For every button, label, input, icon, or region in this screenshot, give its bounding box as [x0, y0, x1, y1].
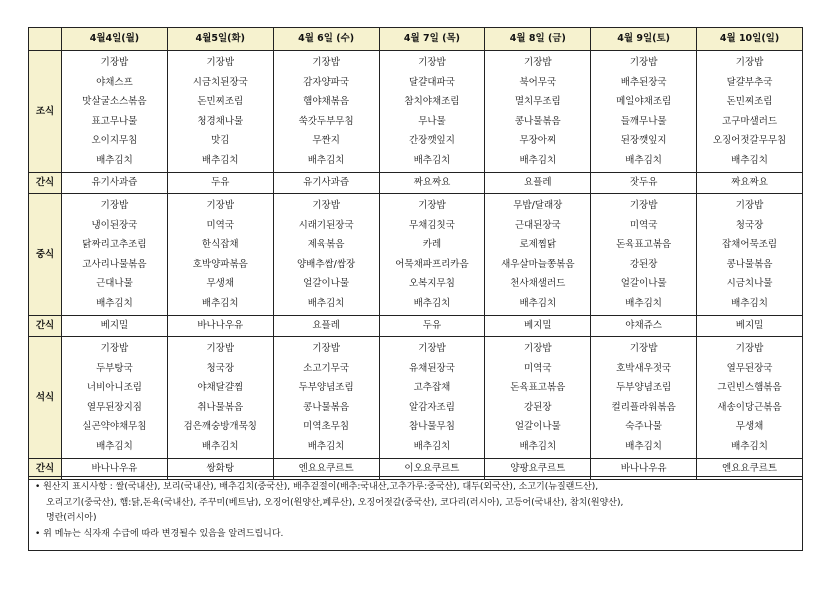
menu-item: 무채김칫국 — [409, 219, 455, 231]
menu-item: 배추김치 — [307, 440, 345, 452]
menu-item: 기장밥 — [524, 343, 552, 354]
menu-item: 메일야채조림 — [616, 96, 672, 107]
menu-item: 취나물볶음 — [197, 401, 244, 413]
menu-item: 콩나물볶음 — [514, 115, 561, 127]
meal-cell — [167, 194, 273, 316]
menu-item: 기장밥 — [100, 343, 129, 354]
menu-item: 무짠지 — [312, 135, 340, 146]
meal-cell — [591, 337, 697, 459]
snack-cell: 요플레 — [273, 316, 379, 337]
menu-item: 배추김치 — [625, 440, 662, 452]
menu-item: 무생채 — [735, 421, 764, 432]
menu-item: 알감자조림 — [409, 401, 455, 413]
menu-item: 미역국 — [524, 362, 552, 374]
menu-item: 천사채샐러드 — [510, 278, 566, 289]
menu-item: 기장밥 — [735, 200, 764, 211]
menu-item: 배추김치 — [96, 297, 133, 309]
meal-cell — [485, 337, 591, 459]
menu-item: 기장밥 — [312, 343, 340, 354]
meal-cell — [273, 51, 379, 173]
menu-item: 기장밥 — [206, 57, 235, 68]
menu-item: 달걀대파국 — [409, 76, 455, 88]
snack-cell: 두유 — [167, 173, 273, 194]
menu-item: 배추김치 — [96, 154, 133, 166]
menu-item: 무장아찌 — [519, 135, 557, 146]
menu-item: 기장밥 — [629, 343, 658, 354]
notes-origin-line-2: 오리고기(중국산), 햄:닭,돈육(국내산), 주꾸미(베트남), 오징어(원양산,페루산), 오징어젓갈(중국산), 코다리(러시아), 고등어(국내산), 참치(원양산), — [46, 497, 624, 508]
menu-item: 배추김치 — [413, 440, 451, 452]
day-header: 4월5일(화) — [167, 28, 273, 51]
day-header: 4월4일(월) — [62, 28, 168, 51]
corner-cell — [29, 28, 62, 51]
menu-item: 돈민찌조림 — [197, 96, 244, 107]
menu-item: 기장밥 — [100, 57, 129, 68]
menu-item: 배추김치 — [413, 154, 451, 166]
menu-item: 참나물무침 — [409, 421, 455, 432]
menu-item: 얼갈이나물 — [303, 278, 350, 289]
menu-item: 두부양념조림 — [298, 382, 354, 393]
menu-item: 간장깻잎지 — [409, 135, 455, 146]
snack-cell: 엔요요쿠르트 — [273, 459, 379, 480]
notes-origin-line-1: • 원산지 표시사항 : 쌀(국내산), 보리(국내산), 배추김치(중국산), 배추겉절이(배추:국내산,고추가루:중국산), 대두(외국산), 소고기(뉴질랜드산), — [35, 482, 599, 492]
menu-item: 오징어젓갈무무침 — [712, 135, 787, 146]
meal-label: 조식 — [29, 51, 62, 173]
menu-item: 기장밥 — [206, 343, 235, 354]
menu-item: 기장밥 — [524, 57, 552, 68]
menu-item: 배추김치 — [201, 297, 239, 309]
snack-cell: 짜요짜요 — [697, 173, 803, 194]
menu-item: 배추김치 — [201, 440, 239, 452]
menu-item: 무밥/달래장 — [513, 200, 563, 211]
menu-item: 기장밥 — [418, 57, 446, 68]
menu-item: 양배추쌈/쌈장 — [296, 258, 356, 270]
day-header: 4월 9일(토) — [591, 28, 697, 51]
meal-row — [29, 51, 803, 173]
notes-box — [28, 476, 803, 551]
meal-row — [29, 194, 803, 316]
menu-item: 강된장 — [629, 258, 658, 270]
meal-cell — [273, 194, 379, 316]
snack-cell: 베지밀 — [62, 316, 168, 337]
menu-item: 냉이된장국 — [91, 219, 138, 231]
snack-cell: 짜요짜요 — [379, 173, 485, 194]
day-header: 4월 7일 (목) — [379, 28, 485, 51]
menu-item: 청국장 — [206, 362, 235, 374]
menu-item: 미역국 — [629, 219, 658, 231]
menu-item: 무나물 — [418, 115, 446, 127]
menu-item: 새송이당근볶음 — [717, 401, 782, 413]
menu-item: 무생채 — [206, 278, 235, 289]
menu-item: 기장밥 — [312, 200, 340, 211]
snack-cell: 이오요쿠르트 — [379, 459, 485, 480]
menu-item: 얼갈이나물 — [620, 278, 667, 289]
menu-item: 배추김치 — [731, 297, 768, 309]
menu-item: 돈육표고볶음 — [616, 239, 672, 250]
menu-item: 배추김치 — [625, 154, 662, 166]
snack-cell: 베지밀 — [697, 316, 803, 337]
menu-item: 시금치된장국 — [192, 76, 248, 88]
menu-item: 열무된장국 — [726, 362, 773, 374]
menu-item: 호박새우젓국 — [616, 362, 672, 374]
meal-cell — [591, 194, 697, 316]
snack-cell: 바나나우유 — [167, 316, 273, 337]
meal-label: 간식 — [29, 316, 62, 337]
menu-item: 고추잡채 — [413, 382, 451, 393]
snack-cell: 베지밀 — [485, 316, 591, 337]
menu-item: 숙주나물 — [625, 421, 662, 432]
menu-item: 컬리플라워볶음 — [611, 401, 676, 413]
meal-label: 간식 — [29, 173, 62, 194]
snack-cell: 바나나우유 — [62, 459, 168, 480]
menu-item: 잡채어묵조림 — [722, 239, 778, 250]
menu-item: 햄야채볶음 — [303, 96, 350, 107]
header-row — [29, 28, 803, 51]
menu-item: 너비아니조림 — [86, 382, 142, 393]
meal-cell — [62, 51, 168, 173]
menu-item: 배추된장국 — [620, 76, 667, 88]
snack-cell: 바나나우유 — [591, 459, 697, 480]
notes-change-notice: • 위 메뉴는 식자재 수급에 따라 변경될수 있음을 알려드립니다. — [35, 528, 284, 539]
meal-cell — [167, 337, 273, 459]
meal-label: 석식 — [29, 337, 62, 459]
menu-item: 배추김치 — [307, 297, 345, 309]
menu-item: 배추김치 — [307, 154, 345, 166]
menu-item: 청국장 — [735, 219, 764, 231]
menu-item: 배추김치 — [201, 154, 239, 166]
menu-item: 로제찜닭 — [519, 239, 557, 250]
meal-cell — [379, 194, 485, 316]
menu-item: 오복지무침 — [409, 278, 455, 289]
menu-item: 어묵채파프리카음 — [395, 258, 469, 270]
meal-cell — [62, 337, 168, 459]
meal-cell — [697, 337, 803, 459]
menu-item: 열무된장지짐 — [86, 401, 142, 413]
menu-item: 새우살마늘쫑볶음 — [501, 258, 575, 270]
menu-item: 배추김치 — [96, 440, 133, 452]
menu-item: 기장밥 — [312, 57, 340, 68]
meal-cell — [379, 337, 485, 459]
menu-item: 돈육표고볶음 — [510, 382, 566, 393]
menu-item: 배추김치 — [519, 154, 557, 166]
meal-row — [29, 337, 803, 459]
day-header: 4월 6일 (수) — [273, 28, 379, 51]
snack-cell: 잣두유 — [591, 173, 697, 194]
meal-cell — [62, 194, 168, 316]
menu-item: 기장밥 — [206, 200, 235, 211]
menu-item: 소고기무국 — [303, 362, 350, 374]
meal-label: 중식 — [29, 194, 62, 316]
menu-item: 실곤약야채무침 — [82, 421, 147, 432]
menu-item: 야채스프 — [96, 76, 133, 88]
menu-item: 근대된장국 — [514, 219, 561, 231]
menu-item: 야채달걀찜 — [197, 382, 244, 393]
menu-item: 닭짜리고추조림 — [82, 239, 147, 250]
meal-cell — [273, 337, 379, 459]
meal-cell — [591, 51, 697, 173]
menu-item: 근대나물 — [96, 278, 133, 289]
menu-item: 배추김치 — [731, 154, 768, 166]
day-header: 4월 10일(일) — [697, 28, 803, 51]
menu-item: 배추김치 — [625, 297, 662, 309]
menu-item: 된장깻잎지 — [620, 135, 667, 146]
meal-label: 간식 — [29, 459, 62, 480]
menu-item: 배추김치 — [519, 297, 557, 309]
menu-item: 돈민찌조림 — [726, 96, 773, 107]
menu-item: 호박양파볶음 — [192, 258, 248, 270]
meal-cell — [379, 51, 485, 173]
snack-cell: 요플레 — [485, 173, 591, 194]
menu-item: 들깨무나물 — [620, 115, 667, 127]
menu-item: 기장밥 — [735, 343, 764, 354]
snack-cell: 유기사과즙 — [273, 173, 379, 194]
menu-item: 쑥갓두부무침 — [298, 115, 354, 127]
menu-item: 표고무나물 — [91, 115, 138, 127]
notes-origin-line-3: 명란(러시아) — [46, 513, 97, 523]
meal-cell — [485, 194, 591, 316]
snack-cell: 야채쥬스 — [591, 316, 697, 337]
menu-item: 배추김치 — [519, 440, 557, 452]
day-header: 4월 8일 (금) — [485, 28, 591, 51]
menu-item: 감자양파국 — [303, 76, 350, 88]
snack-cell: 양팡요쿠르트 — [485, 459, 591, 480]
snack-row — [29, 316, 803, 337]
menu-item: 기장밥 — [629, 57, 658, 68]
menu-item: 북어무국 — [519, 76, 557, 88]
menu-item: 청경채나물 — [197, 115, 244, 127]
snack-cell: 두유 — [379, 316, 485, 337]
menu-item: 한식잡채 — [201, 239, 239, 250]
menu-item: 카레 — [422, 239, 442, 250]
menu-item: 맛김 — [211, 135, 230, 146]
menu-item: 유채된장국 — [409, 362, 455, 374]
menu-item: 맛살굴소스볶음 — [82, 96, 147, 107]
menu-item: 콩나물볶음 — [726, 258, 773, 270]
snack-cell: 유기사과즙 — [62, 173, 168, 194]
menu-item: 검은깨숭방개묵칭 — [183, 421, 257, 432]
menu-item: 고사리나물볶음 — [82, 258, 147, 270]
menu-item: 기장밥 — [100, 200, 129, 211]
menu-item: 미역국 — [206, 219, 235, 231]
meal-cell — [697, 194, 803, 316]
menu-item: 기장밥 — [629, 200, 658, 211]
menu-item: 고구마샐러드 — [722, 115, 778, 127]
menu-item: 기장밥 — [735, 57, 764, 68]
weekly-menu-table — [28, 27, 803, 480]
menu-item: 제육볶음 — [307, 239, 345, 250]
menu-item: 달걀부추국 — [726, 76, 773, 88]
menu-item: 얼갈이나물 — [514, 421, 561, 432]
menu-item: 기장밥 — [418, 343, 446, 354]
menu-item: 멸치무조림 — [514, 96, 561, 107]
snack-cell: 쌍화탕 — [167, 459, 273, 480]
menu-item: 시래기된장국 — [298, 219, 354, 231]
menu-item: 미역초무침 — [303, 421, 350, 432]
menu-item: 기장밥 — [418, 200, 446, 211]
menu-item: 두부탕국 — [96, 362, 133, 374]
snack-cell: 엔요요쿠르트 — [697, 459, 803, 480]
menu-item: 배추김치 — [731, 440, 768, 452]
meal-cell — [697, 51, 803, 173]
snack-row — [29, 173, 803, 194]
menu-item: 배추김치 — [413, 297, 451, 309]
meal-cell — [167, 51, 273, 173]
menu-item: 두부양념조림 — [616, 382, 672, 393]
meal-cell — [485, 51, 591, 173]
menu-item: 참치야채조림 — [404, 96, 460, 107]
menu-item: 콩나물볶음 — [303, 401, 350, 413]
menu-item: 시금치나물 — [726, 278, 773, 289]
menu-item: 오이지무침 — [91, 135, 138, 146]
menu-item: 강된장 — [524, 401, 552, 413]
menu-item: 그린빈스햄볶음 — [717, 382, 782, 393]
